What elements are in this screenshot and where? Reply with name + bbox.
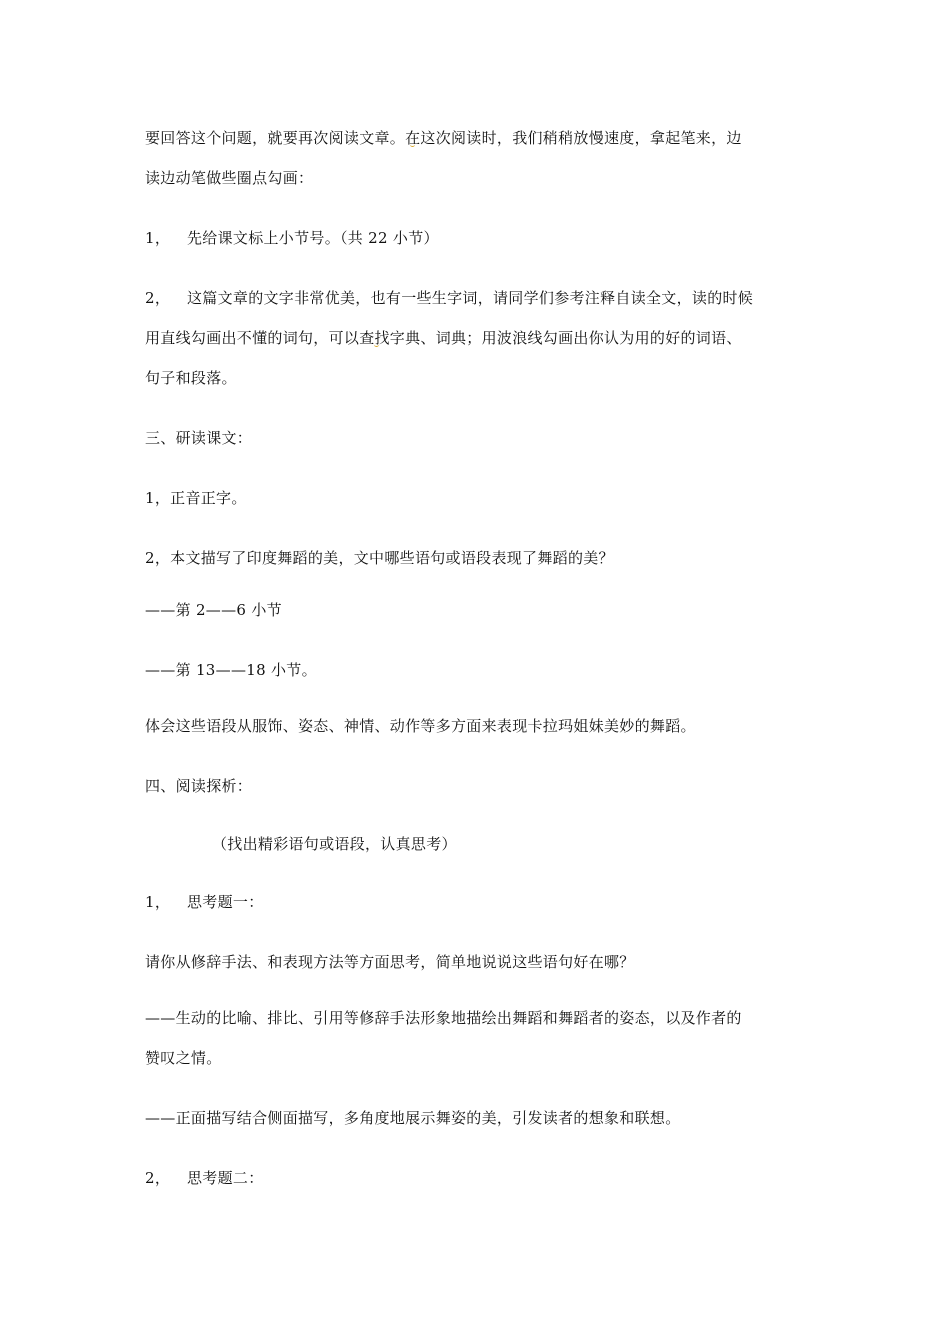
- section-heading: 三、研读课文：: [145, 429, 253, 447]
- answer-line: 赞叹之情。: [145, 1049, 222, 1067]
- list-item: [145, 228, 439, 248]
- list-item-text: 思考题二：: [187, 1169, 264, 1187]
- list-item: [145, 892, 264, 912]
- section-subheading: （找出精彩语句或语段，认真思考）: [212, 835, 457, 853]
- answer-line: ——正面描写结合侧面描写，多角度地展示舞姿的美，引发读者的想象和联想。: [145, 1109, 681, 1127]
- list-item-number: 1，: [145, 893, 171, 911]
- paragraph-line: 要回答这个问题，就要再次阅读文章。在这次阅读时，我们稍稍放慢速度，拿起笔来，边: [145, 129, 742, 147]
- paragraph-line: 句子和段落。: [145, 369, 237, 387]
- paragraph-line: 读边动笔做些圈点勾画：: [145, 169, 314, 187]
- paragraph-line: 用直线勾画出不懂的词句，可以查找字典、词典；用波浪线勾画出你认为用的好的词语、: [145, 329, 742, 347]
- list-item-text: 先给课文标上小节号。（共 22 小节）: [187, 229, 439, 247]
- list-item-number: 2，: [145, 1169, 171, 1187]
- list-item-text: 思考题一：: [187, 893, 264, 911]
- answer-line: ——第 13——18 小节。: [145, 661, 317, 679]
- list-item-number: 2，: [145, 289, 171, 307]
- list-item: [145, 1168, 264, 1188]
- paragraph-line: 体会这些语段从服饰、姿态、神情、动作等多方面来表现卡拉玛姐妹美妙的舞蹈。: [145, 717, 696, 735]
- list-item-number: 1，: [145, 229, 171, 247]
- section-heading: 四、阅读探析：: [145, 777, 253, 795]
- answer-line: ——生动的比喻、排比、引用等修辞手法形象地描绘出舞蹈和舞蹈者的姿态，以及作者的: [145, 1009, 742, 1027]
- paragraph-line: 请你从修辞手法、和表现方法等方面思考，简单地说说这些语句好在哪？: [145, 953, 635, 971]
- paragraph-line: 1，正音正字。: [145, 489, 247, 507]
- list-item: [145, 288, 753, 308]
- paragraph-line: 2，本文描写了印度舞蹈的美，文中哪些语句或语段表现了舞蹈的美？: [145, 549, 614, 567]
- answer-line: ——第 2——6 小节: [145, 601, 282, 619]
- list-item-text: 这篇文章的文字非常优美，也有一些生字词，请同学们参考注释自读全文，读的时候: [187, 289, 754, 307]
